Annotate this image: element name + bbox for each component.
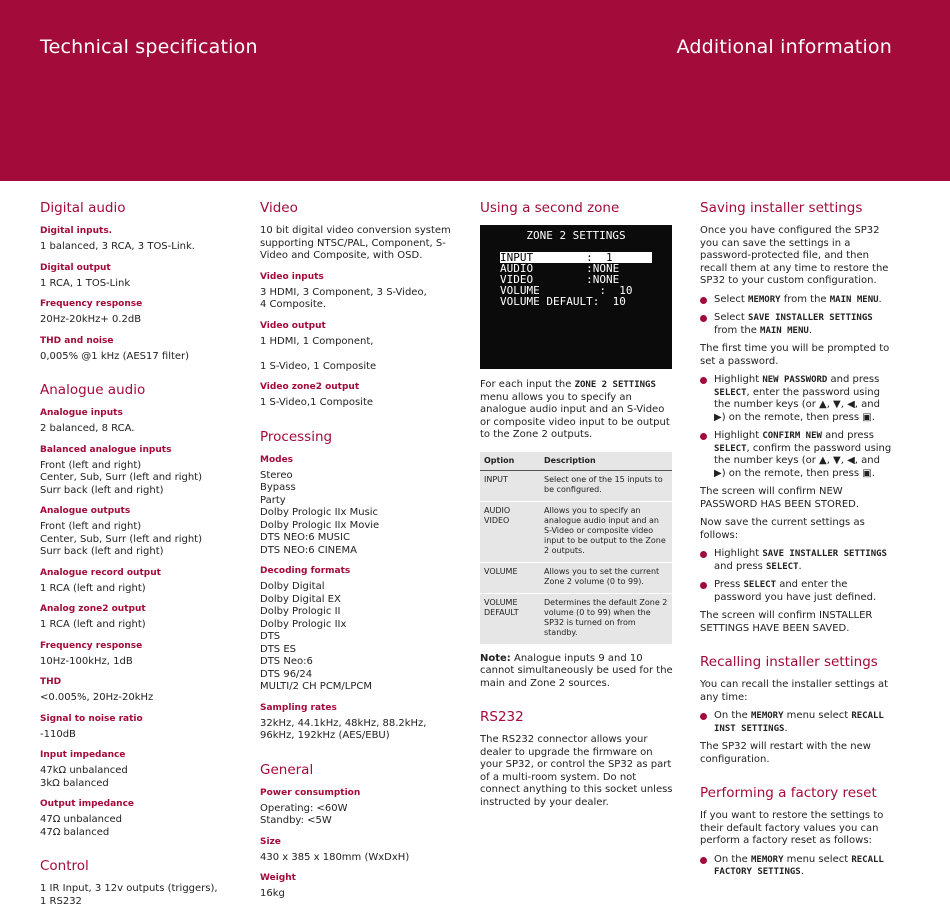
spec-value: 1 RCA, 1 TOS-Link <box>40 277 131 289</box>
recalling-paragraph: The SP32 will restart with the new configuration. <box>700 741 871 765</box>
list-item: Highlight CONFIRM NEW and press SELECT, confirm the password using the number keys (or ▲, ▼, ◀, and ▶) on the remote, then press ▣. <box>700 430 892 480</box>
list-item: On the MEMORY menu select RECALL FACTORY SETTINGS. <box>700 854 892 879</box>
bullet-icon <box>700 433 707 440</box>
digital-audio-heading: Digital audio <box>40 200 126 216</box>
table-header: Option <box>480 452 540 471</box>
control-heading: Control <box>40 858 89 874</box>
spec-value: 1 RCA (left and right) <box>40 582 146 594</box>
bullet-icon <box>700 315 707 322</box>
rs232-text: The RS232 connector allows your dealer to upgrade the firmware on your SP32, or control the SP32 as part of a multi-room system. Do not connect anything to this socket unless instructed by your dealer. <box>480 734 673 808</box>
spec-label: Signal to noise ratio <box>40 713 143 724</box>
spec-label: Digital output <box>40 262 111 273</box>
column-second-zone <box>480 199 674 809</box>
bullet-icon <box>700 857 707 864</box>
spec-value: 2 balanced, 8 RCA. <box>40 423 135 434</box>
table-row <box>480 593 672 644</box>
saving-paragraph: The screen will confirm NEW PASSWORD HAS BEEN STORED. <box>700 486 860 510</box>
list-item: Select SAVE INSTALLER SETTINGS from the MAIN MENU. <box>700 312 892 337</box>
zone2-settings-keyword: ZONE 2 SETTINGS <box>574 380 656 390</box>
spec-label: Modes <box>260 454 294 465</box>
screen-row: AUDIO :NONE <box>500 262 620 275</box>
saving-paragraph: Now save the current settings as follows: <box>700 517 865 541</box>
spec-value: 0,005% @1 kHz (AES17 filter) <box>40 350 190 362</box>
spec-label: Analogue outputs <box>40 506 131 516</box>
screen-row: INPUT : 1 <box>500 252 652 263</box>
spec-value: Stereo Bypass Party Dolby Prologic IIx Music Dolby Prologic IIx Movie DTS NEO:6 MUSIC DTS NEO:6 CINEMA <box>260 469 380 556</box>
table-header: Description <box>540 452 672 471</box>
bullet-icon <box>700 582 707 589</box>
table-cell: VOLUME DEFAULT <box>480 593 540 644</box>
bullet-icon <box>700 713 707 720</box>
recalling-heading: Recalling installer settings <box>700 654 878 670</box>
spec-value: 10Hz-100kHz, 1dB <box>40 655 133 667</box>
spec-label: Sampling rates <box>260 702 337 713</box>
spec-label: Size <box>260 836 281 847</box>
spec-label: Analog zone2 output <box>40 604 146 614</box>
spec-label: Decoding formats <box>260 566 351 576</box>
spec-value: -110dB <box>40 728 76 740</box>
spec-value: 1 RCA (left and right) <box>40 619 146 630</box>
spec-value: Front (left and right) Center, Sub, Surr (left and right) Surr back (left and right) <box>40 521 202 557</box>
spec-label: THD <box>40 677 62 687</box>
factory-intro: If you want to restore the settings to their default factory values you can perform a factory reset as follows: <box>700 810 884 846</box>
control-text: 1 IR Input, 3 12v outputs (triggers), 1 RS232 <box>40 883 218 907</box>
spec-value: 20Hz-20kHz+ 0.2dB <box>40 314 142 325</box>
table-row <box>480 470 672 501</box>
header-banner <box>0 0 950 181</box>
spec-value: Front (left and right) Center, Sub, Surr (left and right) Surr back (left and right) <box>40 459 202 496</box>
analogue-audio-heading: Analogue audio <box>40 382 146 398</box>
table-cell: Allows you to specify an analogue audio input and an S-Video or composite video input to be output to the Zone 2 outputs. <box>540 501 672 562</box>
spec-label: Frequency response <box>40 299 143 309</box>
page-title-left: Technical specification <box>40 36 258 58</box>
list-item: Highlight SAVE INSTALLER SETTINGS and press SELECT. <box>700 548 892 573</box>
screen-title: ZONE 2 SETTINGS <box>526 229 626 242</box>
saving-paragraph: The screen will confirm INSTALLER SETTINGS HAVE BEEN SAVED. <box>700 610 873 634</box>
second-zone-heading: Using a second zone <box>480 200 620 216</box>
table-cell: VOLUME <box>480 562 540 593</box>
list-item: On the MEMORY menu select RECALL INST SETTINGS. <box>700 710 892 735</box>
spec-value: 32kHz, 44.1kHz, 48kHz, 88.2kHz, 96kHz, 192kHz (AES/EBU) <box>260 717 427 741</box>
table-cell: Allows you to set the current Zone 2 volume (0 to 99). <box>540 562 672 593</box>
spec-label: Analogue record output <box>40 567 161 578</box>
general-heading: General <box>260 761 314 778</box>
column-digital-analogue <box>40 199 235 908</box>
table-row <box>480 501 672 562</box>
spec-label: Frequency response <box>40 640 143 651</box>
page-title-right: Additional information <box>676 36 892 58</box>
spec-value: 430 x 385 x 180mm (WxDxH) <box>260 851 410 863</box>
list-item: Highlight NEW PASSWORD and press SELECT, enter the password using the number keys (or ▲, ▼, ◀, and ▶) on the remote, then press ▣. <box>700 374 892 424</box>
list-item: Press SELECT and enter the password you have just defined. <box>700 579 892 604</box>
zone2-note: Note: Analogue inputs 9 and 10 cannot simultaneously be used for the main and Zone 2 sources. <box>480 652 673 689</box>
table-row <box>480 562 672 593</box>
spec-label: Video output <box>260 320 326 331</box>
spec-label: THD and noise <box>40 335 114 346</box>
table-cell: AUDIO VIDEO <box>480 501 540 562</box>
saving-intro: Once you have configured the SP32 you can save the settings in a password-protected file, and then recall them at any time to restore the SP32 to your custom configuration. <box>700 225 889 286</box>
bullet-icon <box>700 297 707 304</box>
factory-reset-heading: Performing a factory reset <box>700 785 877 801</box>
screen-row: VIDEO :NONE <box>500 273 620 286</box>
spec-value: 3 HDMI, 3 Component, 3 S-Video, 4 Composite. <box>260 286 427 310</box>
spec-label: Power consumption <box>260 787 361 798</box>
spec-label: Weight <box>260 873 296 883</box>
spec-label: Video inputs <box>260 271 324 282</box>
column-video-processing <box>260 199 460 901</box>
spec-value: 1 HDMI, 1 Component, 1 S-Video, 1 Composite <box>260 335 377 372</box>
spec-label: Digital inputs. <box>40 226 113 236</box>
spec-label: Analogue inputs <box>40 408 123 418</box>
spec-value: Operating: <60W Standby: <5W <box>260 802 348 826</box>
bullet-icon <box>700 377 707 384</box>
spec-value: 47kΩ unbalanced 3kΩ balanced <box>40 765 128 789</box>
column-installer-settings <box>700 199 892 885</box>
spec-value: Dolby Digital Dolby Digital EX Dolby Prologic II Dolby Prologic IIx DTS DTS ES DTS Neo:6 DTS 96/24 MULTI/2 CH PCM/LPCM <box>260 581 373 692</box>
zone2-settings-screen <box>480 225 672 369</box>
table-cell: INPUT <box>480 470 540 501</box>
saving-heading: Saving installer settings <box>700 200 863 216</box>
spec-value: 1 S-Video,1 Composite <box>260 397 374 408</box>
recalling-intro: You can recall the installer settings at any time: <box>700 679 889 703</box>
list-item: Select MEMORY from the MAIN MENU. <box>700 294 892 307</box>
spec-label: Output impedance <box>40 799 135 809</box>
table-header-row <box>480 452 672 471</box>
zone2-options-table <box>480 452 672 645</box>
spec-value: 1 balanced, 3 RCA, 3 TOS-Link. <box>40 241 195 252</box>
spec-label: Input impedance <box>40 750 126 760</box>
spec-value: 47Ω unbalanced 47Ω balanced <box>40 814 122 838</box>
zone2-paragraph: For each input the ZONE 2 SETTINGS menu allows you to specify an analogue audio input and an S-Video or composite video input to be output to the Zone 2 outputs. <box>480 379 670 440</box>
screen-row: VOLUME : 10 <box>500 284 633 297</box>
bullet-icon <box>700 551 707 558</box>
video-heading: Video <box>260 200 298 216</box>
spec-label: Balanced analogue inputs <box>40 444 172 455</box>
saving-paragraph: The first time you will be prompted to set a password. <box>700 343 890 367</box>
spec-value: 16kg <box>260 888 285 899</box>
table-cell: Determines the default Zone 2 volume (0 to 99) when the SP32 is turned on from standby. <box>540 593 672 644</box>
spec-value: <0.005%, 20Hz-20kHz <box>40 692 154 703</box>
video-intro: 10 bit digital video conversion system supporting NTSC/PAL, Component, S-Video and Composite, with OSD. <box>260 225 451 261</box>
table-cell: Select one of the 15 inputs to be configured. <box>540 470 672 501</box>
rs232-heading: RS232 <box>480 709 524 725</box>
processing-heading: Processing <box>260 428 333 445</box>
screen-row: VOLUME DEFAULT: 10 <box>500 295 626 308</box>
spec-label: Video zone2 output <box>260 382 360 392</box>
